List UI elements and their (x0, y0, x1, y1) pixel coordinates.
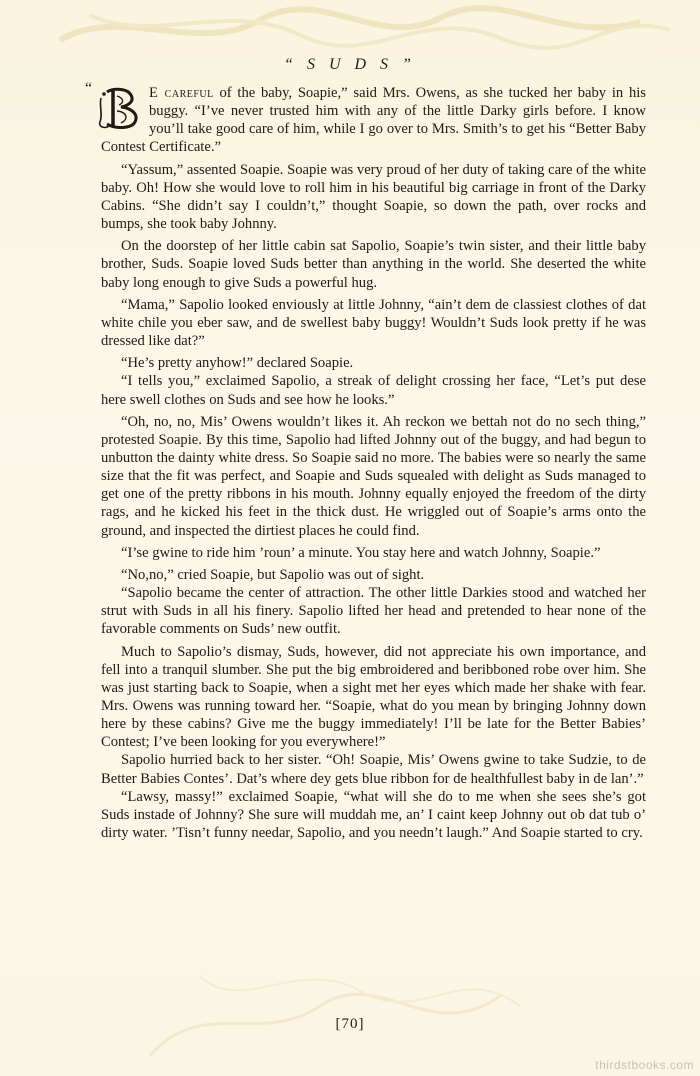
paragraph-4: “Mama,” Sapolio looked enviously at little Johnny, “ain’t dem de classiest clothes of dat white chile you eber saw, and de swellest baby buggy! Wouldn’t Suds look pretty if he was dressed like dat?” (101, 296, 646, 350)
ornamental-b-icon (97, 86, 143, 130)
paragraph-2: “Yassum,” assented Soapie. Soapie was very proud of her duty of taking care of the white baby. Oh! How she would love to roll him in his beautiful big carriage in front of the Darky Cabins. “She didn’t say I couldn’t,” thought Soapie, so down the path, over rocks and bumps, she took baby Johnny. (101, 161, 646, 233)
paragraph-9: “No,no,” cried Soapie, but Sapolio was out of sight. (121, 566, 425, 583)
paragraph-12: Sapolio hurried back to her sister. “Oh! Soapie, Mis’ Owens gwine to take Sudzie, to de Better Babies Contes’. Dat’s where dey gets blue ribbon for de healthfullest baby in de lan’.” (101, 752, 646, 787)
paragraph-13: “Lawsy, massy!” exclaimed Soapie, “what will she do to me when she sees she’s got Suds instade of Johnny? She sure will muddah me, an’ I caint keep Johnny out ob dat tub o’ dirty water. ’Tisn’t funny needar, Sapolio, and you needn’t laugh.” And Soapie started to cry. (101, 788, 646, 842)
chapter-title: “ S U D S ” (284, 56, 416, 73)
lead-in: E careful (149, 85, 214, 101)
paragraph-11: Much to Sapolio’s dismay, Suds, however, did not appreciate his own importance, and fell into a tranquil slumber. She put the big embroidered and beribboned robe over him. She was just starting back to Soapie, when a sight met her eyes which made her shake with fear. Mrs. Owens was running toward her. “Soapie, what do you mean by bringing Johnny down here by these cabins? Give me the buggy immediately! I’ll be late for the Better Babies’ Contest; I’ve been looking for you everywhere!” (101, 643, 646, 751)
drop-cap (85, 80, 143, 130)
page-number: [70] (335, 1016, 365, 1032)
paragraph-7: “Oh, no, no, Mis’ Owens wouldn’t likes it. Ah reckon we bettah not do no sech thing,” protested Soapie. By this time, Sapolio had lifted Johnny out of the buggy, and had begun to unbutton the dainty white dress. So Soapie said no more. The babies were so nearly the same size that the fit was perfect, and Soapie and Suds squealed with delight as Suds managed to get one of the pretty ribbons in his mouth. Johnny equally enjoyed the freedom of the dirty rags, and he kicked his feet in the thick dust. He wriggled out of Soapie’s arms onto the ground, and inspected the dirtiest places he could find. (101, 413, 646, 539)
opening-quote: “ (85, 80, 93, 97)
header-ornament (0, 0, 700, 60)
paragraph-6: “I tells you,” exclaimed Sapolio, a streak of delight crossing her face, “Let’s put dese here swell clothes on Suds and see how he looks.” (101, 373, 646, 408)
footer-ornament (0, 936, 700, 1076)
paragraph-3: On the doorstep of her little cabin sat Sapolio, Soapie’s twin sister, and their little baby brother, Suds. Soapie loved Suds better than anything in the world. She deserted the white baby long enough to give Suds a powerful hug. (101, 238, 646, 291)
watermark: thirdstbooks.com (595, 1058, 694, 1072)
paragraph-1 (85, 80, 646, 157)
paragraph-text: of the baby, Soapie,” said Mrs. Owens, as she tucked her baby in his buggy. “I’ve never trusted him with any of the little Darky girls before. I know you’ll take good care of him, while I go over to Mrs. Smith’s to get his “Better Baby Contest Certificate.” (101, 85, 646, 156)
paragraph-5: “He’s pretty anyhow!” declared Soapie. (121, 355, 354, 372)
paragraph-10: “Sapolio became the center of attraction. The other little Darkies stood and watched her strut with Suds in all his finery. Sapolio lifted her head and pretended to hear none of the favorable comments on Suds’ new outfit. (101, 585, 646, 638)
paragraph-8: “I’se gwine to ride him ’roun’ a minute. You stay here and watch Johnny, Soapie.” (121, 544, 601, 561)
story-text (85, 80, 646, 846)
